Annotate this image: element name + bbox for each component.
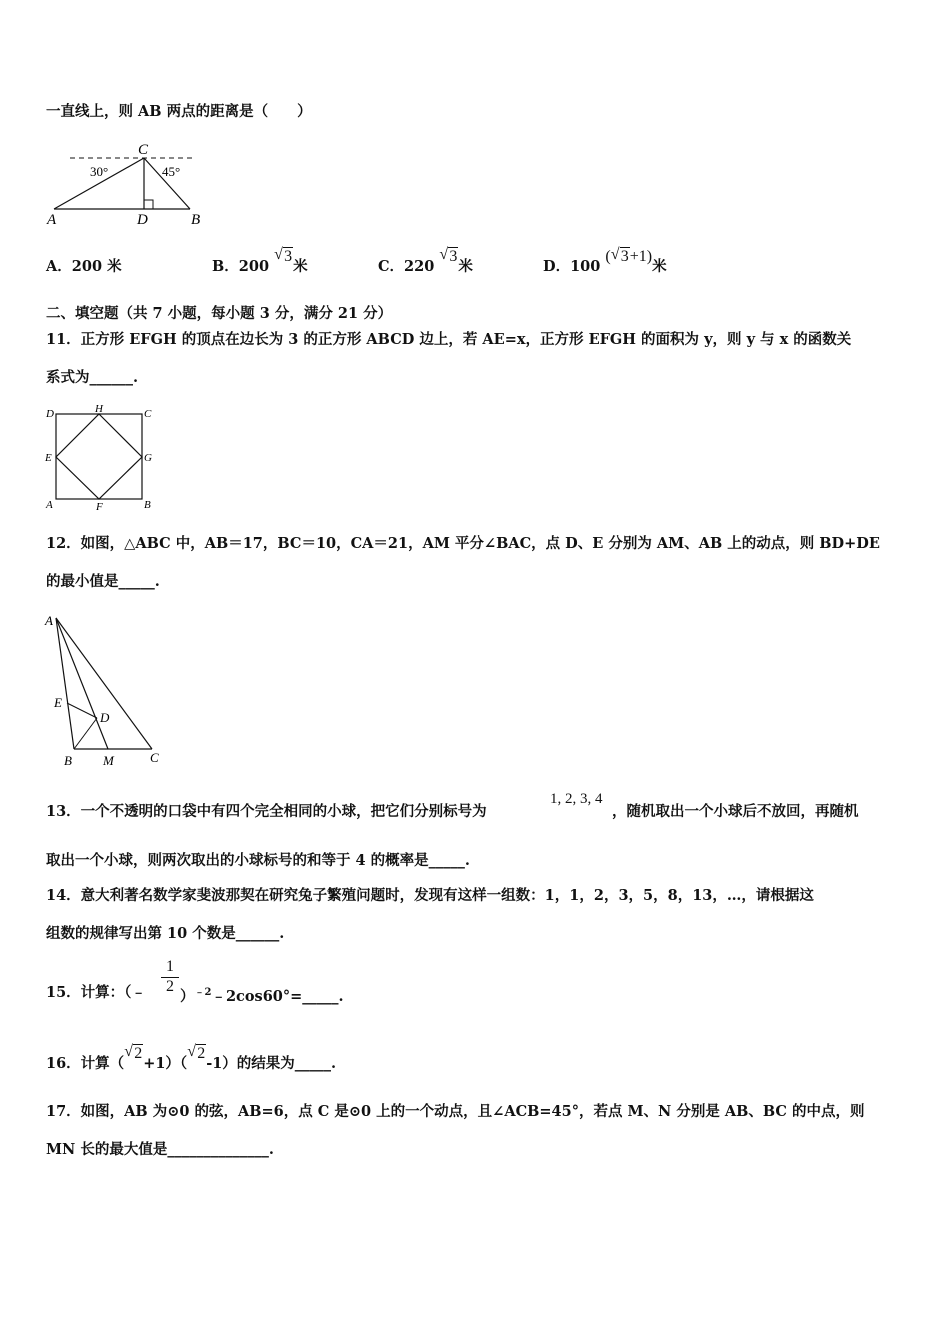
q12-figure	[42, 610, 172, 770]
q16-sqrt-2: √ 2	[187, 1043, 206, 1062]
q11-figure	[44, 404, 164, 514]
option-d-value: 100	[570, 258, 601, 275]
q10-figure	[44, 138, 204, 230]
fig12-label-e: E	[54, 695, 62, 710]
q14-line2: 组数的规律写出第 10 个数是______.	[46, 925, 285, 942]
q16-expression	[46, 1043, 337, 1073]
fig11-label-a: A	[46, 499, 53, 511]
fig11-label-c: C	[144, 408, 152, 420]
q15-tail: ﹣2cos60°=_____.	[211, 987, 344, 1005]
q15-rest	[180, 984, 344, 1006]
fig12-label-d: D	[100, 710, 110, 725]
q15-close: ）	[180, 987, 195, 1005]
q15-exponent: ﹣2	[194, 987, 212, 998]
q13-line1-a: 13．一个不透明的口袋中有四个完全相同的小球，把它们分别标号为	[46, 803, 487, 820]
option-d-expression: ( √ 3+1)	[605, 246, 653, 265]
q16-suffix: -1）的结果为_____.	[206, 1055, 337, 1072]
fig11-label-d: D	[46, 408, 54, 420]
option-a-value: 200 米	[71, 258, 122, 275]
q14-line1: 14．意大利著名数学家斐波那契在研究兔子繁殖问题时，发现有这样一组数：1，1，2，3，5，8，13，…，请根据这	[46, 887, 814, 904]
q16-sqrt-1: √ 2	[124, 1043, 143, 1062]
option-b-unit: 米	[293, 258, 308, 275]
fig10-label-b: B	[191, 212, 201, 228]
fig11-label-g: G	[144, 452, 152, 464]
option-c-letter: C．	[378, 258, 405, 275]
q10-option-c	[378, 246, 473, 276]
option-c-value: 220	[404, 258, 435, 275]
fig10-label-30: 30°	[90, 164, 109, 179]
q15-prefix: 15．计算：（﹣	[46, 984, 146, 1001]
fig12-label-m: M	[103, 753, 114, 768]
fig10-label-45: 45°	[162, 164, 181, 179]
q12-line1: 12．如图，△ABC 中，AB＝17，BC＝10，CA＝21，AM 平分∠BAC，点 D、E 分别为 AM、AB 上的动点，则 BD+DE	[46, 535, 880, 552]
q17-line1: 17．如图，AB 为⊙0 的弦，AB=6，点 C 是⊙0 上的一个动点，且∠ACB=45°，若点 M、N 分别是 AB、BC 的中点，则	[46, 1103, 865, 1120]
option-c-unit: 米	[458, 258, 473, 275]
q15-fraction	[161, 958, 179, 996]
fig12-label-a: A	[45, 613, 53, 628]
fig11-label-f: F	[96, 501, 103, 513]
fig11-label-e: E	[45, 452, 52, 464]
q13-line2: 取出一个小球，则两次取出的小球标号的和等于 4 的概率是_____.	[46, 852, 470, 869]
q12-line2: 的最小值是_____.	[46, 573, 160, 590]
q10-option-a	[46, 258, 122, 276]
option-d-unit: 米	[652, 258, 667, 275]
q10-stem: 一直线上，则 AB 两点的距离是（ ）	[46, 103, 312, 120]
q17-line2: MN 长的最大值是______________.	[46, 1141, 274, 1158]
q10-option-b	[212, 246, 308, 276]
q16-mid: +1）（	[143, 1055, 188, 1072]
q16-prefix: 16．计算（	[46, 1055, 125, 1072]
fig10-label-c: C	[138, 142, 149, 158]
fig12-label-c: C	[150, 750, 159, 765]
fig11-label-h: H	[95, 404, 103, 415]
fig11-label-b: B	[144, 499, 151, 511]
q15-frac-num: 1	[166, 958, 174, 975]
fig12-label-b: B	[64, 753, 72, 768]
fig10-label-a: A	[47, 212, 57, 228]
option-a-letter: A．	[46, 258, 72, 275]
q11-line1: 11．正方形 EFGH 的顶点在边长为 3 的正方形 ABCD 边上，若 AE=x，正方形 EFGH 的面积为 y，则 y 与 x 的函数关	[46, 331, 852, 348]
option-b-sqrt: √ 3	[274, 246, 293, 265]
q15-frac-den: 2	[161, 977, 179, 996]
section-heading: 二、填空题（共 7 小题，每小题 3 分，满分 21 分）	[46, 305, 393, 322]
option-c-sqrt: √ 3	[439, 246, 458, 265]
q11-line2: 系式为______.	[46, 369, 139, 386]
option-b-letter: B．	[212, 258, 239, 275]
option-d-letter: D．	[543, 258, 571, 275]
fig10-label-d: D	[137, 212, 148, 228]
option-b-value: 200	[238, 258, 270, 275]
q13-line1-b: ，随机取出一个小球后不放回，再随机	[612, 803, 859, 820]
q10-option-d	[543, 246, 667, 276]
q13-numbers: 1, 2, 3, 4	[550, 791, 603, 807]
